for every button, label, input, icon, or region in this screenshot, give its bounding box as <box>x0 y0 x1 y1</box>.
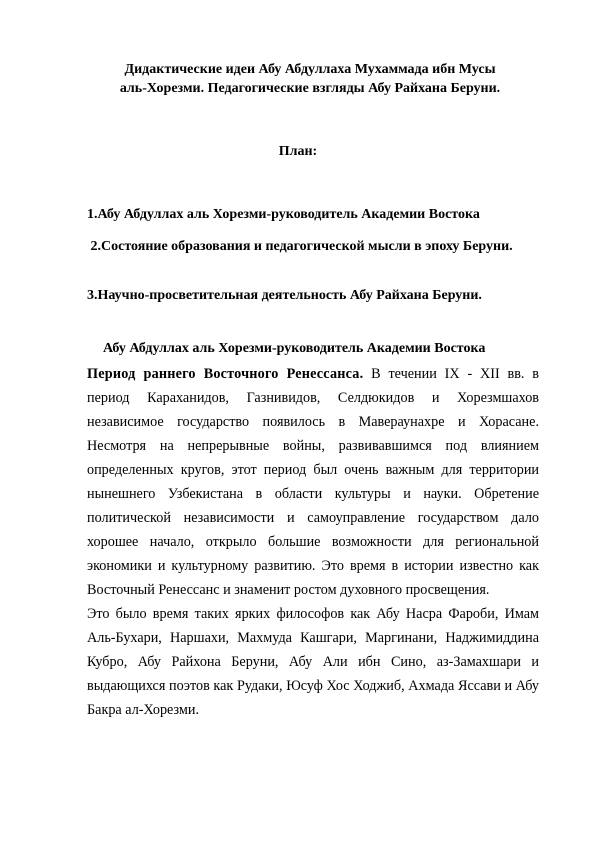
plan-item-3: 3.Научно-просветительная деятельность Абу Райхана Беруни. <box>87 288 482 303</box>
body-text <box>87 362 539 722</box>
document-title <box>80 60 540 98</box>
plan-heading: План: <box>278 144 318 159</box>
title-line-1: Дидактические идеи Абу Абдуллаха Мухаммада ибн Мусы <box>124 62 496 77</box>
paragraph-2: Это было время таких ярких философов как Абу Насра Фароби, Имам Аль-Бухари, Наршахи, Махмуда Кашгари, Маргинани, Наджимиддина Кубро, Абу Райхона Беруни, Абу Али ибн Сино, аз-Замахшари и выдающихся поэтов как Рудаки, Юсуф Хос Ходжиб, Ахмада Яссави и Абу Бакра ал-Хорезми. <box>87 606 539 718</box>
plan-item-1: 1.Абу Абдуллах аль Хорезми-руководитель Академии Востока <box>87 207 480 222</box>
title-line-2: аль-Хорезми. Педагогические взгляды Абу Райхана Беруни. <box>119 81 501 96</box>
paragraph-1-text: В течении IX - XII вв. в период Караханидов, Газнивидов, Селдюкидов и Хорезмшахов независимое государство появилось в Мавераунахре и Хорасане. Несмотря на непрерывные войны, развивавшимся под влиянием определенных кругов, этот период был очень важным для территории нынешнего Узбекистана в области культуры и науки. Обретение политической независимости и самоуправление государством дало хорошее начало, открыло большие возможности для региональной экономики и культурному развитию. Это время в истории известно как Восточный Ренессанс и знаменит ростом духовного просвещения. <box>87 366 539 598</box>
paragraph-1 <box>87 362 539 602</box>
section-heading: Абу Абдуллах аль Хорезми-руководитель Академии Востока <box>103 341 486 356</box>
paragraph-1-lead: Период раннего Восточного Ренессанса. <box>87 366 364 382</box>
plan-item-2: 2.Состояние образования и педагогической мысли в эпоху Беруни. <box>87 239 513 254</box>
